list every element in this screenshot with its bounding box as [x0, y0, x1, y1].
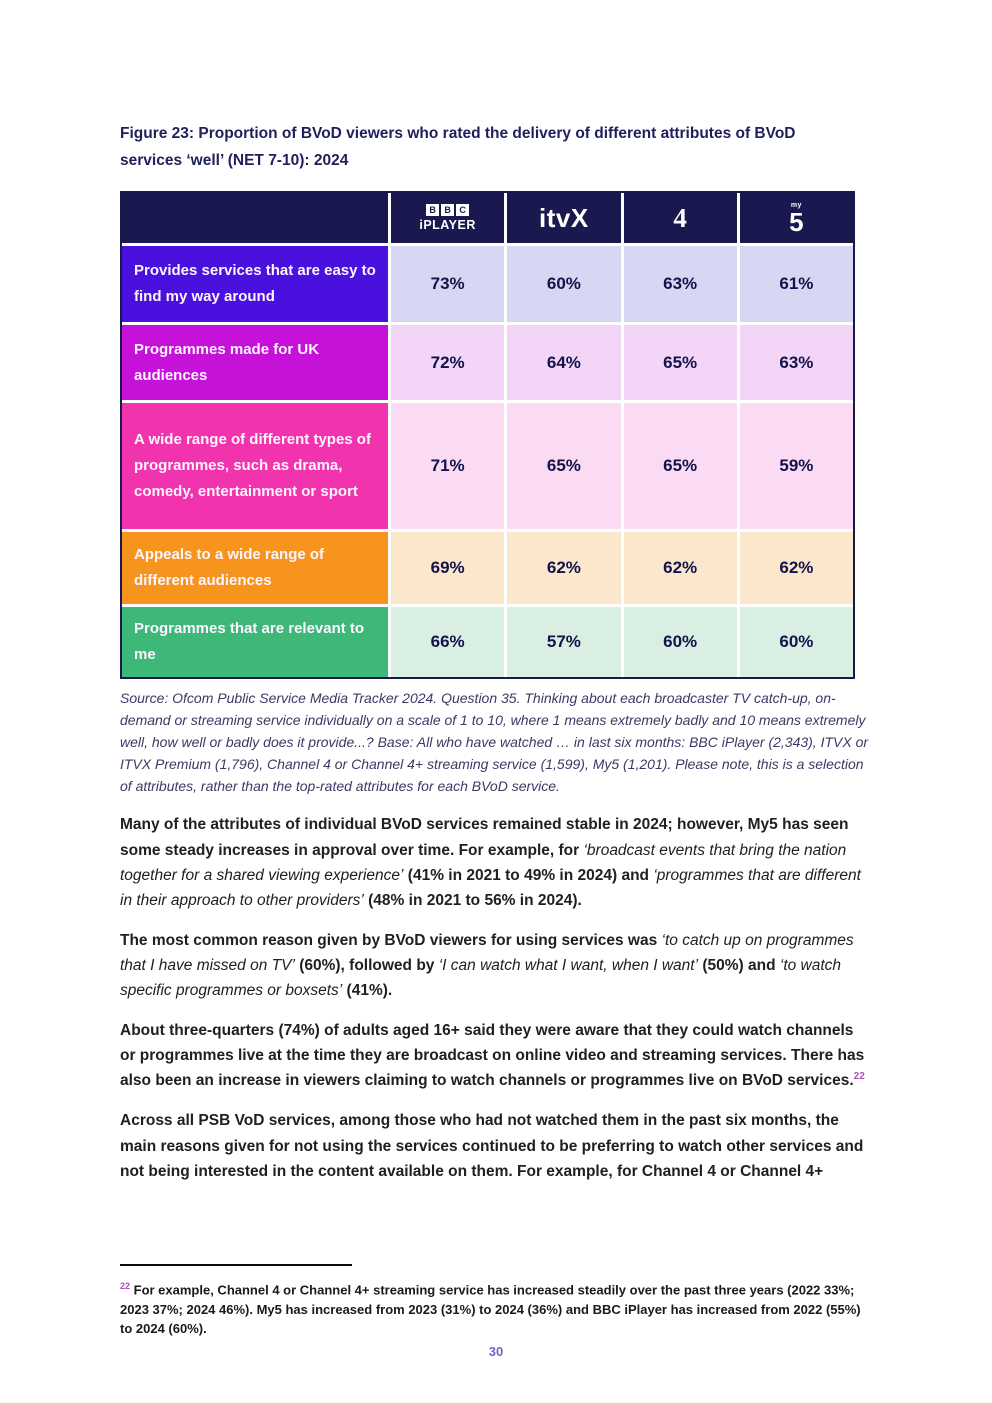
value-cell: 65% [624, 325, 737, 400]
source-note: Source: Ofcom Public Service Media Tracker 2024. Question 35. Thinking about each broadcaster TV catch-up, on-demand or streaming service individually on a scale of 1 to 10, where 1 means extremely badly and 10 means extremely well, how well or badly does it provide...? Base: All who have watched … in last six months: BBC iPlayer (2,343), ITVX or ITVX Premium (1,796), Channel 4 or Channel 4+ streaming service (1,599), My5 (1,201). Please note, this is a selection of attributes, rather than the top-rated attributes for each BVoD service. [120, 690, 869, 794]
footnote-divider [120, 1264, 352, 1266]
value-cell: 71% [391, 403, 504, 529]
text-segment: ‘to catch up on programmes that I have missed on TV’ [120, 931, 854, 974]
value-cell: 65% [624, 403, 737, 529]
text-segment: (50%) and [698, 956, 780, 974]
table-corner-cell [122, 193, 388, 243]
row-label-wide-range-audiences: Appeals to a wide range of different audiences [122, 532, 388, 604]
text-segment: (60%), followed by [294, 956, 439, 974]
iplayer-wordmark: iPLAYER [419, 218, 476, 233]
page-number: 30 [488, 1343, 504, 1359]
value-cell: 62% [624, 532, 737, 604]
page-content [120, 120, 872, 1359]
text-segment: ‘broadcast events that bring the nation together for a shared viewing experience’ [120, 841, 847, 884]
text-segment: Many of the attributes of individual BVoD services remained stable in 2024; however, My5 has seen some steady increases in approval over time. For example, for [120, 816, 849, 859]
value-cell: 57% [507, 607, 620, 677]
paragraph-reasons-for-use [120, 928, 872, 1003]
value-cell: 62% [507, 532, 620, 604]
text-segment: About three-quarters (74%) of adults aged 16+ said they were aware that they could watch channels or programmes live at the time they are broadcast on online video and streaming services. There has also been an increase in viewers claiming to watch channels or programmes live on BVoD services. [120, 1022, 865, 1090]
value-cell: 60% [740, 607, 853, 677]
footnote-reference-22[interactable]: 22 [853, 1071, 865, 1083]
row-label-wide-range-programmes: A wide range of different types of programmes, such as drama, comedy, entertainment or sport [122, 403, 388, 529]
paragraph-live-awareness [120, 1018, 872, 1093]
value-cell: 61% [740, 246, 853, 322]
text-segment: (48% in 2021 to 56% in 2024). [363, 891, 582, 909]
value-cell: 63% [740, 325, 853, 400]
footnote-number: 22 [120, 1280, 131, 1291]
figure-title: Figure 23: Proportion of BVoD viewers who rated the delivery of different attributes of BVoD services ‘well’ (NET 7-10): 2024 [120, 125, 796, 170]
text-segment: The most common reason given by BVoD viewers for using services was [120, 931, 662, 949]
value-cell: 64% [507, 325, 620, 400]
value-cell: 59% [740, 403, 853, 529]
value-cell: 69% [391, 532, 504, 604]
bbc-block-c: C [456, 204, 469, 216]
value-cell: 60% [507, 246, 620, 322]
value-cell: 73% [391, 246, 504, 322]
value-cell: 72% [391, 325, 504, 400]
paragraph-my5-attributes [120, 812, 872, 912]
footnote-text: For example, Channel 4 or Channel 4+ streaming service has increased steadily over the past three years (2022 33%; 2023 37%; 2024 46%). My5 has increased from 2023 (31%) to 2024 (36%) and BBC iPlayer has increased from 2022 (55%) to 2024 (60%). [120, 1282, 861, 1337]
text-segment: Across all PSB VoD services, among those who had not watched them in the past six months, the main reasons given for not using the services continued to be preferring to watch other services and not being interested in the content available on them. For example, for Channel 4 or Channel 4+ [120, 1112, 864, 1180]
column-header-channel4 [624, 193, 737, 243]
footnote-22 [120, 1280, 865, 1339]
itvx-logo-icon: itvX [539, 202, 589, 233]
column-header-itvx [507, 193, 620, 243]
value-cell: 63% [624, 246, 737, 322]
bbc-block-b2: B [441, 204, 454, 216]
column-header-bbc-iplayer [391, 193, 504, 243]
channel5-logo-small-text: my [790, 201, 802, 209]
value-cell: 62% [740, 532, 853, 604]
value-cell: 65% [507, 403, 620, 529]
text-segment: (41%). [342, 982, 393, 1000]
bbc-block-b1: B [426, 204, 439, 216]
channel5-logo-icon [789, 202, 803, 235]
value-cell: 66% [391, 607, 504, 677]
text-segment: ‘programmes that are different in their approach to other providers’ [120, 866, 861, 909]
text-segment: (41% in 2021 to 49% in 2024) and [403, 866, 654, 884]
text-segment: ‘to watch specific programmes or boxsets’ [120, 956, 842, 1000]
value-cell: 60% [624, 607, 737, 677]
bbc-blocks-icon [426, 204, 469, 216]
text-segment: ‘I can watch what I want, when I want’ [438, 956, 699, 974]
row-label-easy-to-find: Provides services that are easy to find my way around [122, 246, 388, 322]
column-header-channel5 [740, 193, 853, 243]
paragraph-non-users [120, 1108, 872, 1183]
row-label-uk-audiences: Programmes made for UK audiences [122, 325, 388, 400]
bbc-iplayer-logo-icon [419, 204, 476, 232]
bvod-ratings-table [120, 191, 855, 679]
channel5-logo-numeral: 5 [789, 206, 804, 237]
channel4-logo-icon: 4 [673, 202, 687, 233]
row-label-relevant-to-me: Programmes that are relevant to me [122, 607, 388, 677]
